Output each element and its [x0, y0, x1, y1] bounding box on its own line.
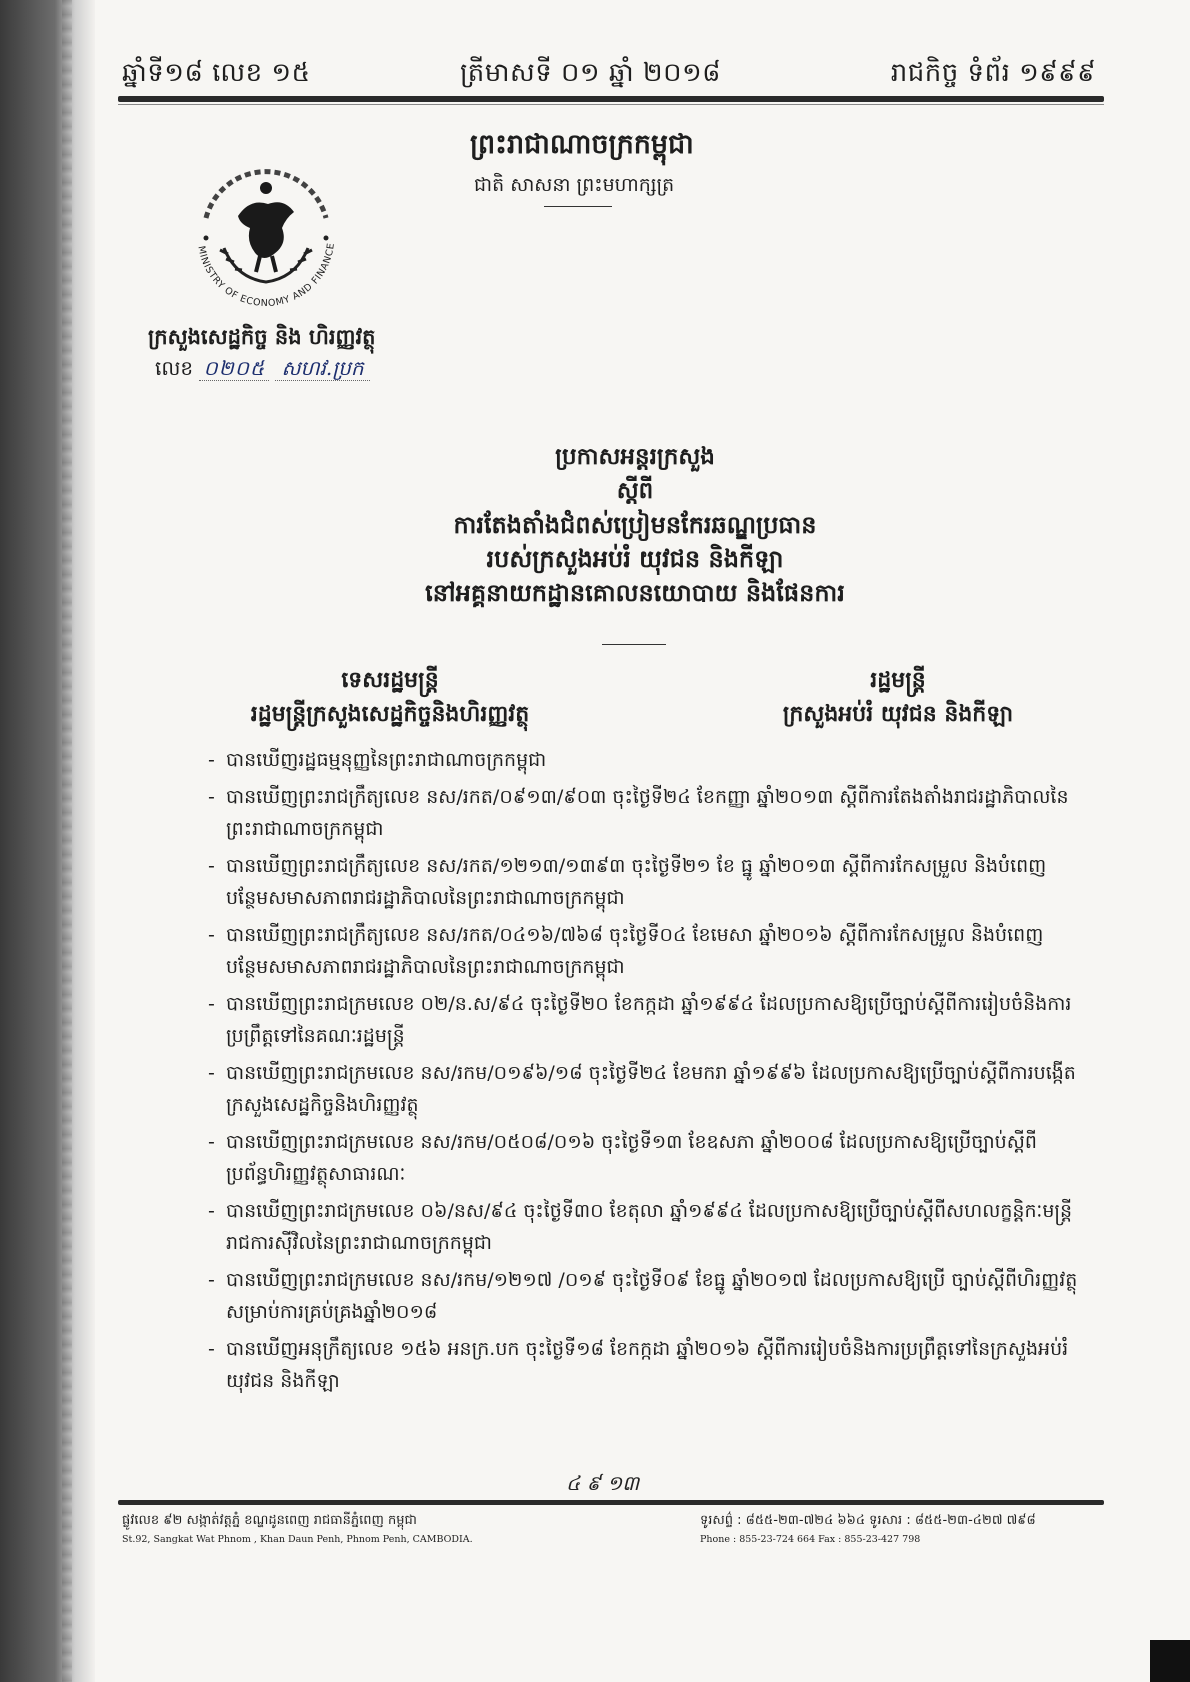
list-item: - បានឃើញព្រះរាជក្រមលេខ ០២/ន.ស/៩៤ ចុះថ្ងៃទី២០ ខែកក្កដា ឆ្នាំ១៩៩៤ ដែលប្រកាសឱ្យប្រើច្បាប់ស្តីពីការរៀបចំនិងការប្រព្រឹត្តទៅនៃគណៈរដ្ឋមន្ត្រី	[208, 988, 1088, 1053]
title-ornament	[602, 644, 666, 645]
list-item: - បានឃើញព្រះរាជក្រមលេខ នស/រកម/០៥០៨/០១៦ ចុះថ្ងៃទី១៣ ខែឧសភា ឆ្នាំ២០០៨ ដែលប្រកាសឱ្យប្រើច្បាប់ស្តីពីប្រព័ន្ធហិរញ្ញវត្ថុសាធារណៈ	[208, 1126, 1088, 1191]
signer-right-role: រដ្ឋមន្ត្រី	[870, 668, 926, 693]
handwritten-page-mark: ៤ ៩ ១៣	[566, 1471, 640, 1495]
list-item: - បានឃើញអនុក្រឹត្យលេខ ១៥៦ អនក្រ.បក ចុះថ្ងៃទី១៨ ខែកក្កដា ឆ្នាំ២០១៦ ស្តីពីការរៀបចំនិងការប្រព្រឹត្តទៅនៃក្រសួងអប់រំយុវជន និងកីឡា	[208, 1333, 1088, 1398]
kingdom-ornament	[544, 206, 612, 207]
header-rule	[118, 96, 1104, 102]
footer-phone-km: ទូរសព្ទ៌ : ៨៥៥-២៣-៧២៤ ៦៦៤ ទូរសារ : ៨៥៥-២៣-៤២៧ ៧៩៨	[700, 1513, 1036, 1528]
footer-address-km: ផ្លូវលេខ ៩២ សង្កាត់វត្តភ្នំ ខណ្ឌដូនពេញ រាជធានីភ្នំពេញ កម្ពុជា	[122, 1513, 417, 1528]
list-item: - បានឃើញព្រះរាជក្រឹត្យលេខ នស/រកត/០៩១៣/៩០៣ ចុះថ្ងៃទី២៤ ខែកញ្ញា ឆ្នាំ២០១៣ ស្តីពីការតែងតាំងរាជរដ្ឋាភិបាលនៃព្រះរាជាណាចក្រកម្ពុជា	[208, 781, 1088, 846]
footer-rule	[118, 1500, 1104, 1505]
header-rule-thin	[118, 104, 1104, 105]
title-line-5: នៅអគ្គនាយកដ្ឋានគោលនយោបាយ និងផែនការ	[425, 579, 845, 607]
ref-prefix: លេខ	[155, 356, 194, 380]
signer-left	[225, 664, 555, 732]
document-title	[240, 440, 1030, 610]
title-line-1: ប្រកាសអន្តរក្រសួង	[555, 444, 715, 470]
ministry-name: ក្រសួងសេដ្ឋកិច្ច និង ហិរញ្ញវត្ថុ	[148, 325, 376, 349]
list-item: - បានឃើញព្រះរាជក្រឹត្យលេខ នស/រកត/០៤១៦/៧៦៨ ចុះថ្ងៃទី០៤ ខែមេសា ឆ្នាំ២០១៦ ស្តីពីការកែសម្រួល និងបំពេញ បន្ថែមសមាសភាពរាជរដ្ឋាភិបាលនៃព្រះរាជាណាចក្រកម្ពុជា	[208, 919, 1088, 984]
gazette-issue: ឆ្នាំទី១៨ លេខ ១៥	[122, 58, 311, 88]
scan-shadow-edge	[0, 0, 95, 1682]
ministry-reference	[155, 355, 370, 385]
footer-address-en: St.92, Sangkat Wat Phnom , Khan Daun Penh, Phnom Penh, CAMBODIA.	[122, 1534, 473, 1545]
gazette-quarter: ត្រីមាសទី ០១ ឆ្នាំ ២០១៨	[460, 58, 722, 88]
footer-phone-en: Phone : 855-23-724 664 Fax : 855-23-427 798	[700, 1534, 921, 1545]
seal-emblem-icon	[176, 158, 356, 308]
kingdom-title: ព្រះរាជាណាចក្រកម្ពុជា	[470, 129, 694, 160]
gazette-page: រាជកិច្ច ទំព័រ ១៩៩៩	[890, 58, 1096, 88]
ref-number-handwritten: ០២០៥	[199, 356, 269, 381]
signer-right-org: ក្រសួងអប់រំ យុវជន និងកីឡា	[782, 702, 1014, 727]
signer-right	[733, 664, 1063, 732]
ministry-seal-logo	[176, 158, 356, 308]
title-line-3: ការតែងតាំងជំពស់ប្រៀមនកែរឆណ្ឌប្រធាន	[453, 511, 817, 539]
considerations-list	[208, 744, 1088, 1402]
footer-contact	[700, 1512, 1100, 1545]
kingdom-motto: ជាតិ សាសនា ព្រះមហាក្សត្រ	[474, 174, 675, 196]
scan-corner-mark	[1150, 1640, 1190, 1682]
list-item: - បានឃើញព្រះរាជក្រឹត្យលេខ នស/រកត/១២១៣/១៣៩៣ ចុះថ្ងៃទី២១ ខែ ធ្នូ ឆ្នាំ២០១៣ ស្តីពីការកែសម្រួល និងបំពេញបន្ថែមសមាសភាពរាជរដ្ឋាភិបាលនៃព្រះរាជាណាចក្រកម្ពុជា	[208, 850, 1088, 915]
list-item: - បានឃើញរដ្ឋធម្មនុញ្ញនៃព្រះរាជាណាចក្រកម្ពុជា	[208, 744, 1088, 777]
kingdom-heading	[470, 128, 770, 201]
signer-left-org: រដ្ឋមន្ត្រីក្រសួងសេដ្ឋកិច្ចនិងហិរញ្ញវត្ថុ	[250, 702, 530, 727]
footer-address	[122, 1512, 602, 1545]
list-item: - បានឃើញព្រះរាជក្រមលេខ នស/រកម/០១៩៦/១៨ ចុះថ្ងៃទី២៤ ខែមករា ឆ្នាំ១៩៩៦ ដែលប្រកាសឱ្យប្រើច្បាប់ស្តីពីការបង្កើតក្រសួងសេដ្ឋកិច្ចនិងហិរញ្ញវត្ថុ	[208, 1057, 1088, 1122]
ref-code-handwritten: សហវ.ប្រក	[275, 356, 369, 381]
title-line-2: ស្តីពី	[616, 478, 654, 504]
seal-text: MINISTRY OF ECONOMY AND FINANCE	[195, 242, 337, 308]
title-line-4: របស់ក្រសួងអប់រំ យុវជន និងកីឡា	[486, 545, 784, 573]
list-item: - បានឃើញព្រះរាជក្រមលេខ នស/រកម/១២១៧ /០១៩ ចុះថ្ងៃទី០៩ ខែធ្នូ ឆ្នាំ២០១៧ ដែលប្រកាសឱ្យប្រើ ច្បាប់ស្តីពីហិរញ្ញវត្ថុសម្រាប់ការគ្រប់គ្រងឆ្នាំ២០១៨	[208, 1264, 1088, 1329]
signer-left-role: ទេសរដ្ឋមន្ត្រី	[341, 668, 439, 693]
list-item: - បានឃើញព្រះរាជក្រមលេខ ០៦/នស/៩៤ ចុះថ្ងៃទី៣០ ខែតុលា ឆ្នាំ១៩៩៤ ដែលប្រកាសឱ្យប្រើច្បាប់ស្តីពីសហលក្ខន្តិកៈមន្ត្រីរាជការស៊ីវិលនៃព្រះរាជាណាចក្រកម្ពុជា	[208, 1195, 1088, 1260]
